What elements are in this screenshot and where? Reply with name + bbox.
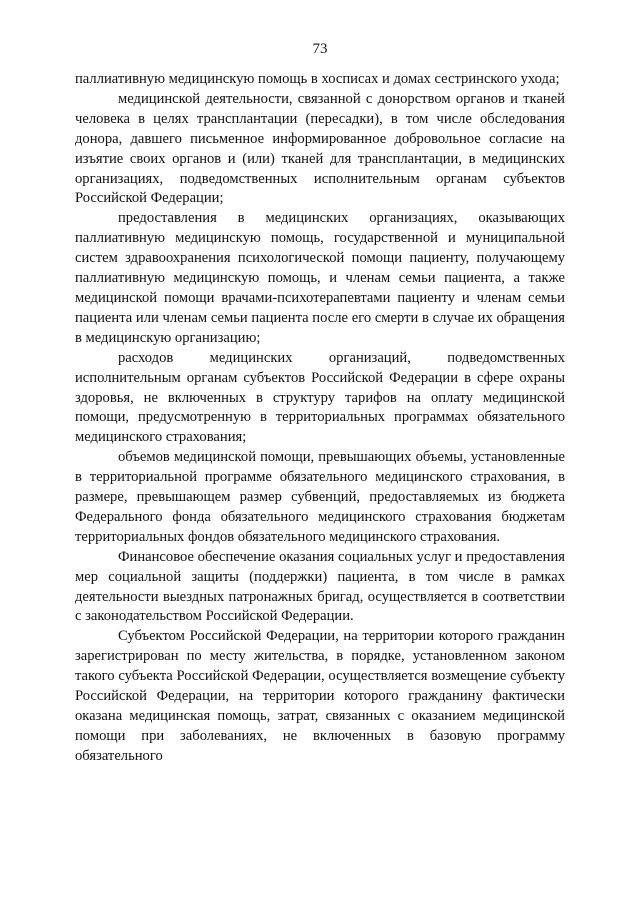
paragraph-volumes: объемов медицинской помощи, превышающих объемы, установленные в территориальной программе обязательного медицинского страхования, в размере, превышающем размер субвенций, предоставляемых из бюджета Федерального фонда обязательного медицинского страхования бюджетам территориальных фондов обязательного медицинского страхования. xyxy=(75,449,565,545)
document-body xyxy=(75,70,565,767)
paragraph-continuation: паллиативную медицинскую помощь в хосписах и домах сестринского ухода; xyxy=(75,71,560,87)
paragraph-social-services: Финансовое обеспечение оказания социальных услуг и предоставления мер социальной защиты (поддержки) пациента, в том числе в рамках деятельности выездных патронажных бригад, осуществляется в соответствии с законодательством Российской Федерации. xyxy=(75,548,565,625)
paragraph-organ-donation: медицинской деятельности, связанной с донорством органов и тканей человека в целях трансплантации (пересадки), в том числе обследования донора, давшего письменное информированное добровольное согласие на изъятие своих органов и (или) тканей для трансплантации, в медицинских организациях, подведомственных исполнительным органам субъектов Российской Федерации; xyxy=(75,90,565,207)
paragraph-psychological-help: предоставления в медицинских организациях, оказывающих паллиативную медицинскую помощь, государственной и муниципальной систем здравоохранения психологической помощи пациенту, получающему паллиативную медицинскую помощь, и членам семьи пациента, а также медицинской помощи врачами-психотерапевтами пациенту и членам семьи пациента или членам семьи пациента после его смерти в случае их обращения в медицинскую организацию; xyxy=(75,210,565,346)
page-number: 73 xyxy=(312,41,328,57)
paragraph-expenses: расходов медицинских организаций, подведомственных исполнительным органам субъектов Российской Федерации в сфере охраны здоровья, не включенных в структуру тарифов на оплату медицинской помощи, предусмотренную в территориальных программах обязательного медицинского страхования; xyxy=(75,349,565,446)
paragraph-reimbursement: Субъектом Российской Федерации, на территории которого гражданин зарегистрирован по месту жительства, в порядке, установленном законом такого субъекта Российской Федерации, осуществляется возмещение субъекту Российской Федерации, на территории которого гражданину фактически оказана медицинская помощь, затрат, связанных с оказанием медицинской помощи при заболеваниях, не включенных в базовую программу обязательного xyxy=(75,628,565,764)
